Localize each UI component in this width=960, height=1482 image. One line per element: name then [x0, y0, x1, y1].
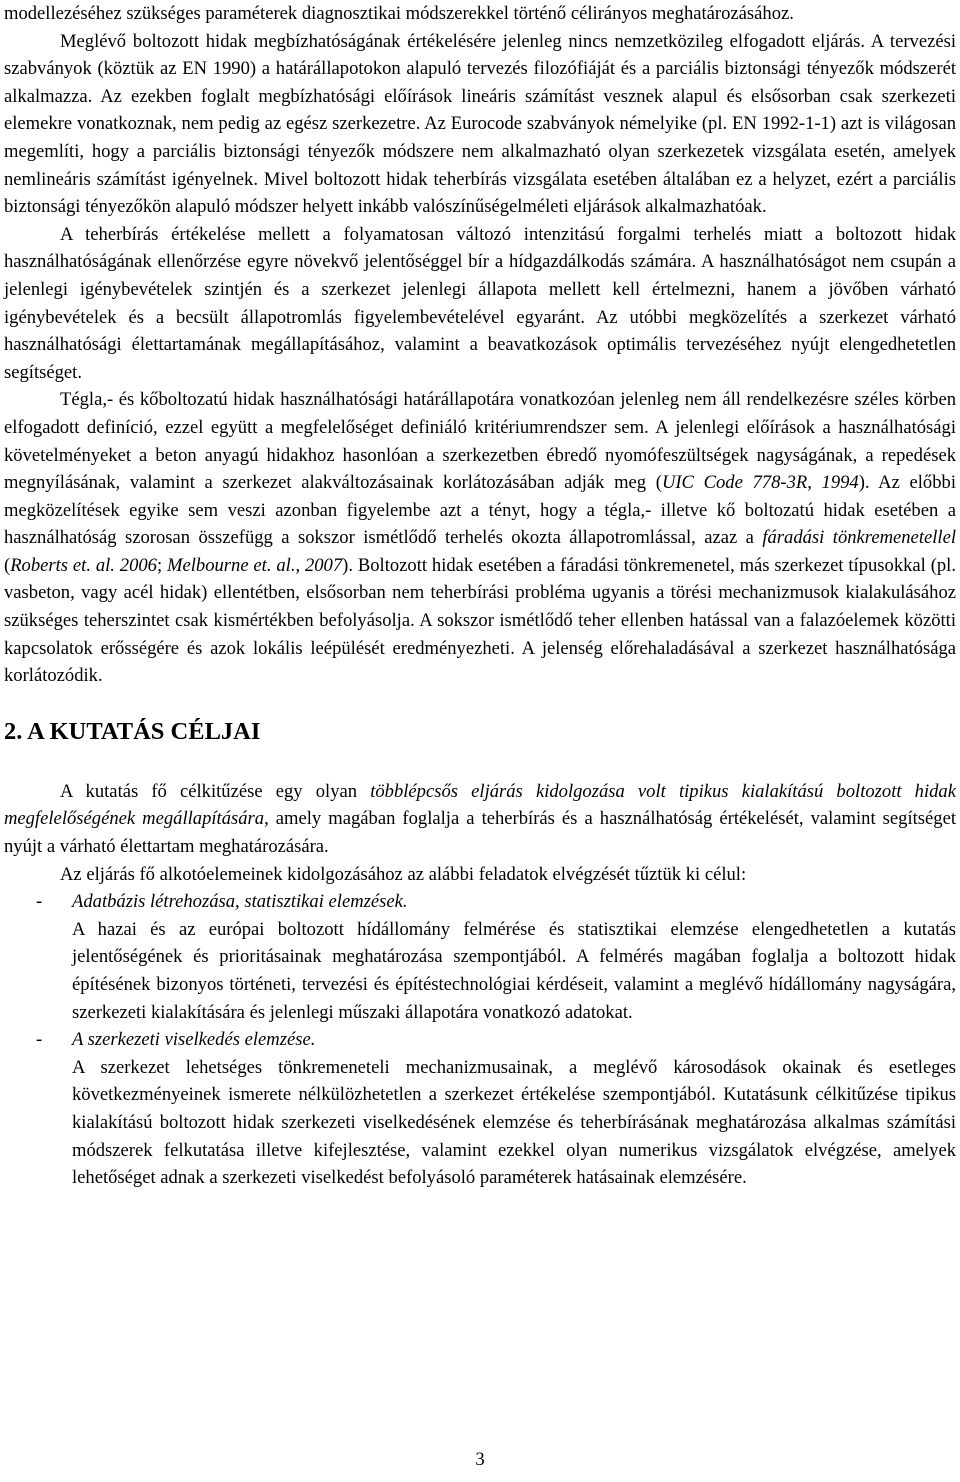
- term-italic: fáradási tönkremenetellel: [762, 527, 956, 549]
- term-italic: többlépcsős eljárás kidolgozása volt tipikus kialakítású boltozott hidak megfelelőségének megállapítására: [4, 780, 956, 830]
- list-dash: -: [36, 891, 43, 913]
- list-item-behaviour: [4, 1026, 956, 1054]
- paragraph-fatigue: [4, 386, 956, 690]
- list-item-title: A szerkezeti viselkedés elemzése.: [72, 1029, 316, 1051]
- paragraph-text: (: [4, 554, 11, 576]
- citation-italic: UIC Code 778-3R, 1994: [661, 472, 859, 494]
- section-heading: 2. A KUTATÁS CÉLJAI: [4, 717, 261, 745]
- citation-italic: Roberts et. al. 2006: [10, 554, 157, 576]
- paragraph-tasks-intro: [4, 861, 956, 889]
- paragraph-text: ). Az előbbi megközelítések egyike sem veszi azonban figyelembe azt a tényt, hogy a tégla,- illetve kő boltozatú hidak esetében a használhatóság szorosan összefügg a sokszor ismétlődő terhelés okozta állapotromlással, azaz a: [4, 472, 956, 549]
- paragraph-text: modellezéséhez szükséges paraméterek diagnosztikai módszerekkel történő célirányos meghatározásához.: [4, 3, 794, 24]
- list-item-body: A szerkezet lehetséges tönkremeneteli mechanizmusainak, a meglévő károsodások okainak és esetleges következményeinek ismerete nélkülözhetetlen a szerkezet értékelése szempontjából. Kutatásunk célkitűzése tipikus kialakítású boltozott hidak szerkezeti viselkedésének elemzése és teherbírásának meghatározása alkalmas számítási módszerek felkutatása illetve kifejlesztése, valamint ezekkel olyan numerikus vizsgálatok elvégzése, amelyek lehetőséget adnak a szerkezeti viselkedést befolyásoló paraméterek hatásainak elemzésére.: [72, 1056, 956, 1189]
- paragraph-text: A teherbírás értékelése mellett a folyamatosan változó intenzitású forgalmi terhelés miatt a boltozott hidak használhatóságának ellenőrzése egyre növekvő jelentőséggel bír a hídgazdálkodás számára. A használhatóságot nem csupán a jelenlegi igénybevételek szintjén és a szerkezet jelenlegi állapota mellett kell értelmezni, hanem a jövőben várható igénybevételek és a becsült állapotromlás figyelembevételével egyaránt. Az utóbbi megközelítés a szerkezet várható használhatósági élettartamának megállapításához, valamint a beavatkozások optimális tervezéséhez nyújt elengedhetetlen segítséget.: [4, 223, 956, 383]
- paragraph-reliability: [4, 28, 956, 221]
- paragraph-text: A kutatás fő célkitűzése egy olyan: [60, 780, 371, 802]
- list-item-body: A hazai és az európai boltozott hídállomány felmérése és statisztikai elemzése elengedhetetlen a kutatás jelentőségének és prioritásainak meghatározása szempontjából. A felmérés magában foglalja a boltozott hidak építésének bizonyos történeti, tervezési és építéstechnológiai kérdéseit, valamint a meglévő hídállomány nagyságára, szerkezeti kialakítására és jelenlegi műszaki állapotára vonatkozó adatokat.: [72, 918, 956, 1023]
- paragraph-goal: [4, 778, 956, 861]
- paragraph-continuation: [4, 0, 956, 28]
- paragraph-text: Az eljárás fő alkotóelemeinek kidolgozásához az alábbi feladatok elvégzését tűztük ki célul:: [60, 863, 747, 885]
- citation-italic: Melbourne et. al., 2007: [167, 554, 343, 576]
- list-item-title: Adatbázis létrehozása, statisztikai elemzések.: [72, 891, 408, 913]
- list-item-database: [4, 888, 956, 916]
- page-number: 3: [475, 1449, 485, 1471]
- paragraph-text: Meglévő boltozott hidak megbízhatóságának értékelésére jelenleg nincs nemzetközileg elfogadott eljárás. A tervezési szabványok (köztük az EN 1990) a határállapotokon alapuló tervezés filozófiáját és a parciális biztonsági tényezők módszerét alkalmazza. Az ezekben foglalt megbízhatósági előírások lineáris számítást vesznek alapul és elsősorban csak szerkezeti elemekre vonatkoznak, nem pedig az egész szerkezetre. Az Eurocode szabványok némelyike (pl. EN 1992-1-1) azt is világosan megemlíti, hogy a parciális biztonsági tényezők módszere nem alkalmazható olyan szerkezetek vizsgálata esetén, amelyek nemlineáris számítást igényelnek. Mivel boltozott hidak teherbírás vizsgálata esetében általában ez a helyzet, ezért a parciális biztonsági tényezőkön alapuló módszer helyett inkább valószínűségelméleti eljárások alkalmazhatóak.: [4, 30, 956, 218]
- paragraph-text: Tégla,- és kőboltozatú hidak használhatósági határállapotára vonatkozóan jelenleg nem áll rendelkezésre széles körben elfogadott definíció, ezzel együtt a megfelelőséget definiáló kritériumrendszer sem. A jelenlegi előírások a használhatósági követelményeket a beton anyagú hidakhoz hasonlóan a szerkezetben ébredő nyomófeszültségek nagyságának, a repedések megnyílásának, valamint a szerkezet alakváltozásainak korlátozásában adják meg (: [4, 389, 956, 494]
- paragraph-text: ;: [156, 554, 167, 576]
- paragraph-text: ). Boltozott hidak esetében a fáradási tönkremenetel, más szerkezet típusokkal (pl. vasbeton, vagy acél hidak) ellentétben, elsősorban nem teherbírási probléma ugyanis a törési mechanizmusok kialakulásához szükséges teherszintet csak kismértékben befolyásolja. A sokszor ismétlődő teher ellenben hatással van a falazóelemek közötti kapcsolatok erősségére és azok lokális leépülését eredményezheti. A jelenség előrehaladásával a szerkezet használhatósága korlátozódik.: [4, 554, 957, 687]
- list-dash: -: [36, 1029, 43, 1051]
- paragraph-serviceability: [4, 221, 956, 387]
- paragraph-text: , amely magában foglalja a teherbírás és a használhatóság értékelését, valamint segítséget nyújt a várható élettartam meghatározására.: [4, 808, 956, 858]
